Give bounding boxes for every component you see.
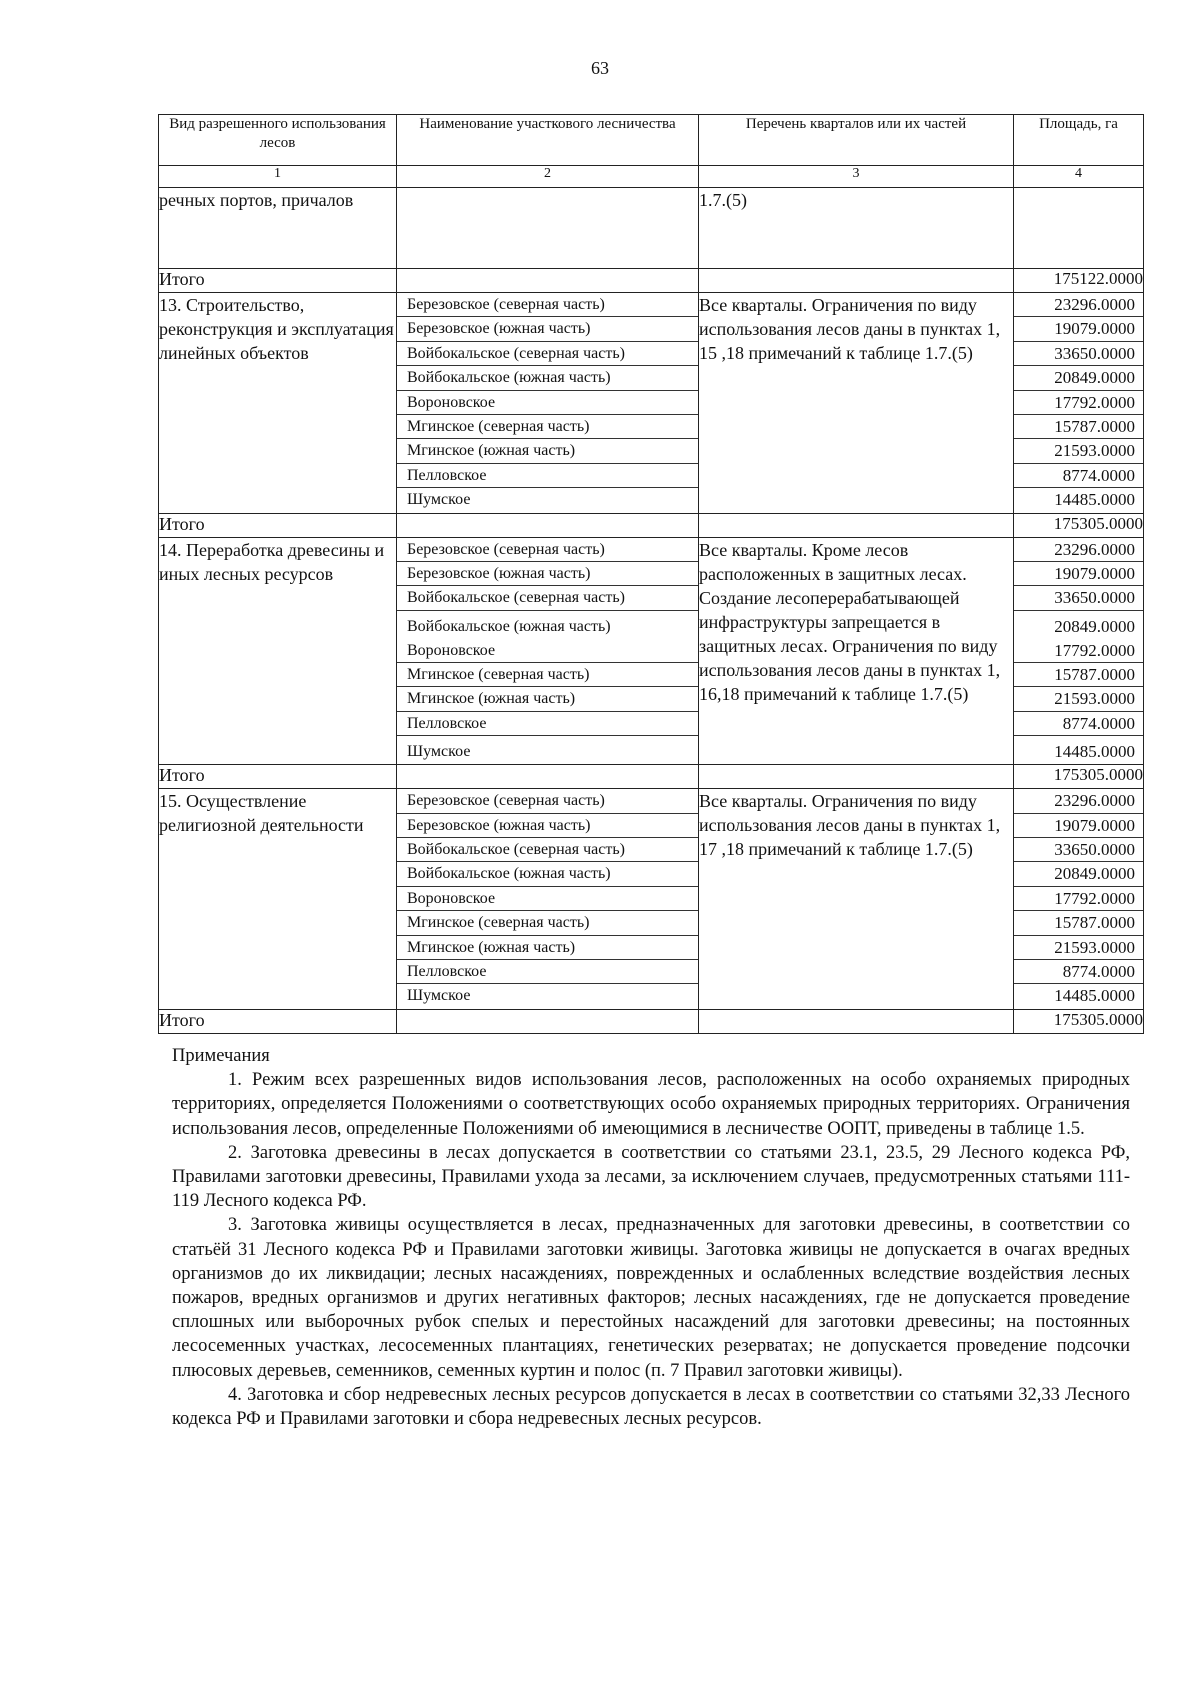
section-row [159, 293, 1144, 514]
section-row [159, 789, 1144, 1010]
column-number: 4 [1014, 166, 1144, 188]
empty-cell [397, 269, 699, 293]
continuation-row [159, 188, 1144, 269]
area-value: 8774.0000 [1014, 464, 1143, 488]
forestry-name: Пелловское [397, 712, 698, 736]
forestry-name: Войбокальское (южная часть) [397, 862, 698, 886]
area-value: 19079.0000 [1014, 562, 1143, 586]
area-value: 33650.0000 [1014, 838, 1143, 862]
forestry-name: Березовское (южная часть) [397, 562, 698, 586]
area-value: 20849.0000 [1014, 366, 1143, 390]
area-value: 8774.0000 [1014, 712, 1143, 736]
area-cell [1014, 188, 1144, 269]
empty-cell [397, 513, 699, 537]
empty-cell [699, 513, 1014, 537]
area-value: 17792.0000 [1014, 887, 1143, 911]
forestry-name: Березовское (южная часть) [397, 814, 698, 838]
area-value: 19079.0000 [1014, 317, 1143, 341]
total-label: Итого [159, 1009, 397, 1033]
area-value: 15787.0000 [1014, 415, 1143, 439]
forestry-name: Березовское (северная часть) [397, 538, 698, 562]
forestry-name: Вороновское [397, 639, 698, 663]
area-value: 8774.0000 [1014, 960, 1143, 984]
total-row [159, 1009, 1144, 1033]
quarters-cell: Все кварталы. Ограничения по виду использования лесов даны в пунктах 1, 15 ,18 примечаний к таблице 1.7.(5) [699, 293, 1014, 514]
total-value: 175122.0000 [1014, 269, 1144, 293]
forestry-list [397, 537, 699, 765]
area-value: 23296.0000 [1014, 789, 1143, 813]
area-value: 21593.0000 [1014, 687, 1143, 711]
area-list [1014, 537, 1144, 765]
table-column-number-row [159, 166, 1144, 188]
note-item: 1. Режим всех разрешенных видов использования лесов, расположенных на особо охраняемых природных территориях, определяется Положениями о соответствующих особо охраняемых природных территориях. Ограничения использования лесов, определенные Положениями об имеющимися в лесничестве ООПТ, приведены в таблице 1.5. [172, 1070, 1130, 1139]
header-quarters: Перечень кварталов или их частей [699, 115, 1014, 166]
total-label: Итого [159, 513, 397, 537]
forestry-name: Березовское (северная часть) [397, 293, 698, 317]
column-number: 3 [699, 166, 1014, 188]
forestry-name: Мгинское (северная часть) [397, 911, 698, 935]
forestry-name: Пелловское [397, 464, 698, 488]
note-item: 2. Заготовка древесины в лесах допускается в соответствии со статьями 23.1, 23.5, 29 Лесного кодекса РФ, Правилами заготовки древесины, Правилами ухода за лесами, за исключением случаев, предусмотренных статьями 111-119 Лесного кодекса РФ. [172, 1142, 1130, 1212]
total-value: 175305.0000 [1014, 765, 1144, 789]
note-item: 4. Заготовка и сбор недревесных лесных ресурсов допускается в лесах в соответствии со статьями 32,33 Лесного кодекса РФ и Правилами заготовки и сбора недревесных лесных ресурсов. [172, 1384, 1130, 1430]
area-value: 21593.0000 [1014, 936, 1143, 960]
total-label: Итого [159, 765, 397, 789]
total-value: 175305.0000 [1014, 1009, 1144, 1033]
area-value: 21593.0000 [1014, 439, 1143, 463]
column-number: 2 [397, 166, 699, 188]
forestry-list [397, 789, 699, 1010]
forestry-name: Пелловское [397, 960, 698, 984]
notes-title: Примечания [172, 1046, 270, 1066]
area-value: 14485.0000 [1054, 742, 1135, 762]
area-list [1014, 293, 1144, 514]
forestry-name: Вороновское [397, 887, 698, 911]
empty-cell [699, 269, 1014, 293]
area-value: 23296.0000 [1014, 538, 1143, 562]
page-number: 63 [591, 58, 609, 78]
table-header-row [159, 115, 1144, 166]
empty-cell [699, 765, 1014, 789]
forestry-name: Шумское [407, 987, 471, 1005]
forest-use-table [158, 114, 1144, 1034]
forestry-name: Войбокальское (южная часть) [397, 366, 698, 390]
note-item: 3. Заготовка живицы осуществляется в лесах, предназначенных для заготовки древесины, в соответствии со статьёй 31 Лесного кодекса РФ и Правилами заготовки живицы. Заготовка живицы не допускается в очагах вредных организмов до их ликвидации; лесных насаждениях, поврежденных и ослабленных вследствие воздействия лесных пожаров, вредных организмов и других негативных факторов; лесных насаждениях, где не допускается проведение сплошных или выборочных рубок спелых и перестойных насаждений для заготовки древесины; на постоянных лесосеменных участках, лесосеменных плантациях, генетических резерватах; не допускается проведение подсочки плюсовых деревьев, семенников, семенных куртин и полос (п. 7 Правил заготовки живицы). [172, 1215, 1130, 1381]
empty-cell [397, 1009, 699, 1033]
area-value: 17792.0000 [1014, 391, 1143, 415]
area-value: 33650.0000 [1014, 342, 1143, 366]
total-label: Итого [159, 269, 397, 293]
quarters-cell: Все кварталы. Ограничения по виду использования лесов даны в пунктах 1, 17 ,18 примечаний к таблице 1.7.(5) [699, 789, 1014, 1010]
header-use-type: Вид разрешенного использования лесов [159, 115, 397, 166]
forestry-name: Мгинское (южная часть) [397, 936, 698, 960]
area-value: 14485.0000 [1054, 986, 1135, 1006]
area-value: 20849.0000 [1054, 616, 1135, 636]
category-cell: 13. Строительство, реконструкция и эксплуатация линейных объектов [159, 293, 397, 514]
category-cell: речных портов, причалов [159, 188, 397, 269]
forestry-cell [397, 188, 699, 269]
category-cell: 15. Осуществление религиозной деятельности [159, 789, 397, 1010]
area-value: 14485.0000 [1054, 490, 1135, 510]
area-value: 33650.0000 [1014, 586, 1143, 610]
area-value: 17792.0000 [1014, 639, 1143, 663]
column-number: 1 [159, 166, 397, 188]
area-value: 15787.0000 [1014, 911, 1143, 935]
forestry-name: Войбокальское (северная часть) [397, 342, 698, 366]
total-row [159, 269, 1144, 293]
area-list [1014, 789, 1144, 1010]
section-row [159, 537, 1144, 765]
empty-cell [397, 765, 699, 789]
area-value: 23296.0000 [1014, 293, 1143, 317]
quarters-cell: 1.7.(5) [699, 188, 1014, 269]
category-cell: 14. Переработка древесины и иных лесных ресурсов [159, 537, 397, 765]
area-value: 15787.0000 [1014, 663, 1143, 687]
forestry-name: Войбокальское (северная часть) [397, 838, 698, 862]
total-row [159, 513, 1144, 537]
forestry-name: Березовское (северная часть) [397, 789, 698, 813]
forestry-name: Мгинское (южная часть) [397, 687, 698, 711]
forestry-name: Вороновское [397, 391, 698, 415]
notes-section [172, 1044, 1130, 1431]
forestry-name: Мгинское (северная часть) [397, 663, 698, 687]
forestry-name: Мгинское (северная часть) [397, 415, 698, 439]
total-value: 175305.0000 [1014, 513, 1144, 537]
header-area: Площадь, га [1014, 115, 1144, 166]
header-forestry: Наименование участкового лесничества [397, 115, 699, 166]
forestry-name: Войбокальское (южная часть) [407, 617, 611, 635]
empty-cell [699, 1009, 1014, 1033]
forestry-list [397, 293, 699, 514]
forestry-name: Березовское (южная часть) [397, 317, 698, 341]
quarters-cell: Все кварталы. Кроме лесов расположенных в защитных лесах. Создание лесоперерабатывающей инфраструктуры запрещается в защитных лесах. Ограничения по виду использования лесов даны в пунктах 1, 16,18 примечаний к таблице 1.7.(5) [699, 537, 1014, 765]
forestry-name: Мгинское (южная часть) [397, 439, 698, 463]
forestry-name: Шумское [407, 743, 471, 761]
area-value: 20849.0000 [1014, 862, 1143, 886]
forestry-name: Шумское [407, 491, 471, 509]
forestry-name: Войбокальское (северная часть) [397, 586, 698, 610]
area-value: 19079.0000 [1014, 814, 1143, 838]
total-row [159, 765, 1144, 789]
